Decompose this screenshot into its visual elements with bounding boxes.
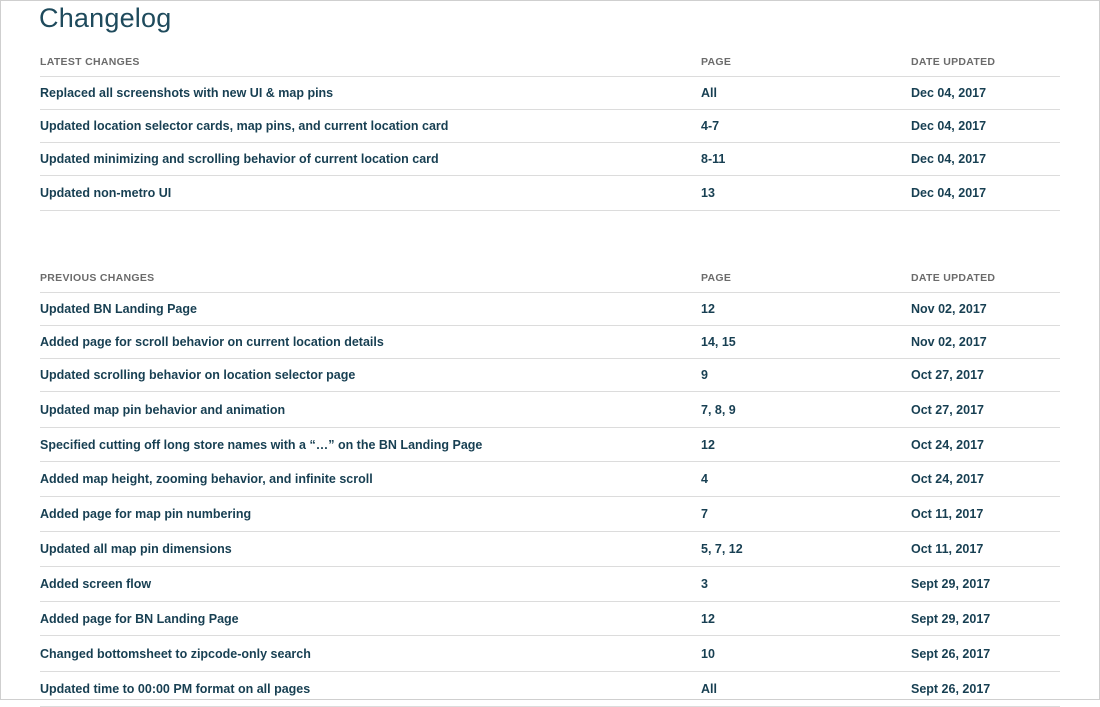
column-header-page: PAGE	[701, 56, 732, 68]
table-row	[40, 110, 1060, 143]
table-header	[40, 44, 1060, 77]
change-page: 7	[701, 507, 708, 521]
change-date: Oct 24, 2017	[911, 437, 984, 452]
table-row	[40, 462, 1060, 497]
change-page: 4	[701, 472, 708, 486]
change-description: Updated all map pin dimensions	[40, 542, 232, 556]
change-description: Changed bottomsheet to zipcode-only search	[40, 646, 311, 661]
change-description: Updated minimizing and scrolling behavior of current location card	[40, 152, 439, 166]
column-header-change: LATEST CHANGES	[40, 56, 140, 68]
change-date: Oct 11, 2017	[911, 507, 984, 521]
change-date: Oct 24, 2017	[911, 472, 984, 486]
table-row	[40, 497, 1060, 532]
change-page: All	[701, 682, 717, 696]
change-date: Nov 02, 2017	[911, 302, 987, 316]
column-header-date: DATE UPDATED	[911, 56, 996, 68]
table-row	[40, 392, 1060, 428]
change-date: Dec 04, 2017	[911, 152, 987, 166]
table-row	[40, 672, 1060, 707]
change-date: Sept 29, 2017	[911, 611, 991, 626]
change-description: Updated time to 00:00 PM format on all pages	[40, 682, 311, 696]
change-date: Dec 04, 2017	[911, 119, 987, 133]
change-date: Sept 26, 2017	[911, 646, 991, 661]
change-date: Oct 27, 2017	[911, 402, 984, 417]
change-description: Updated map pin behavior and animation	[40, 402, 286, 417]
change-description: Specified cutting off long store names with a “…” on the BN Landing Page	[40, 437, 483, 452]
change-description: Updated non-metro UI	[40, 186, 172, 200]
change-page: 8-11	[701, 152, 726, 166]
change-page: 12	[701, 437, 715, 452]
change-description: Updated location selector cards, map pins, and current location card	[40, 119, 449, 133]
change-date: Nov 02, 2017	[911, 335, 987, 349]
change-date: Oct 27, 2017	[911, 368, 984, 382]
change-date: Dec 04, 2017	[911, 186, 987, 200]
change-date: Sept 29, 2017	[911, 577, 991, 591]
table-row	[40, 326, 1060, 359]
change-page: 9	[701, 368, 708, 382]
change-description: Updated BN Landing Page	[40, 302, 197, 316]
change-page: 12	[701, 611, 715, 626]
change-page: 14, 15	[701, 335, 736, 349]
table-row	[40, 359, 1060, 392]
change-description: Added page for BN Landing Page	[40, 611, 239, 626]
change-date: Oct 11, 2017	[911, 542, 984, 556]
table-row	[40, 143, 1060, 176]
table-row	[40, 532, 1060, 567]
change-page: 12	[701, 302, 715, 316]
table-row	[40, 428, 1060, 462]
change-date: Sept 26, 2017	[911, 682, 991, 696]
column-header-change: PREVIOUS CHANGES	[40, 272, 155, 284]
table-row	[40, 293, 1060, 326]
change-page: 4-7	[701, 119, 720, 133]
change-description: Added page for map pin numbering	[40, 507, 252, 521]
table-row	[40, 176, 1060, 211]
change-description: Replaced all screenshots with new UI & map pins	[40, 86, 334, 100]
change-date: Dec 04, 2017	[911, 86, 987, 100]
change-page: All	[701, 86, 717, 100]
table-row	[40, 636, 1060, 672]
change-page: 5, 7, 12	[701, 542, 743, 556]
change-page: 7, 8, 9	[701, 402, 736, 417]
table-row	[40, 602, 1060, 636]
change-description: Added screen flow	[40, 577, 152, 591]
change-description: Added map height, zooming behavior, and infinite scroll	[40, 472, 373, 486]
change-page: 10	[701, 646, 715, 661]
table-row	[40, 77, 1060, 110]
change-description: Updated scrolling behavior on location selector page	[40, 368, 356, 382]
column-header-date: DATE UPDATED	[911, 272, 996, 284]
previous-changes-table	[40, 260, 1060, 707]
latest-changes-table	[40, 44, 1060, 211]
table-header	[40, 260, 1060, 293]
table-row	[40, 567, 1060, 602]
change-description: Added page for scroll behavior on current location details	[40, 335, 384, 349]
change-page: 13	[701, 186, 715, 200]
column-header-page: PAGE	[701, 272, 732, 284]
page-title: Changelog	[39, 3, 172, 33]
change-page: 3	[701, 577, 708, 591]
